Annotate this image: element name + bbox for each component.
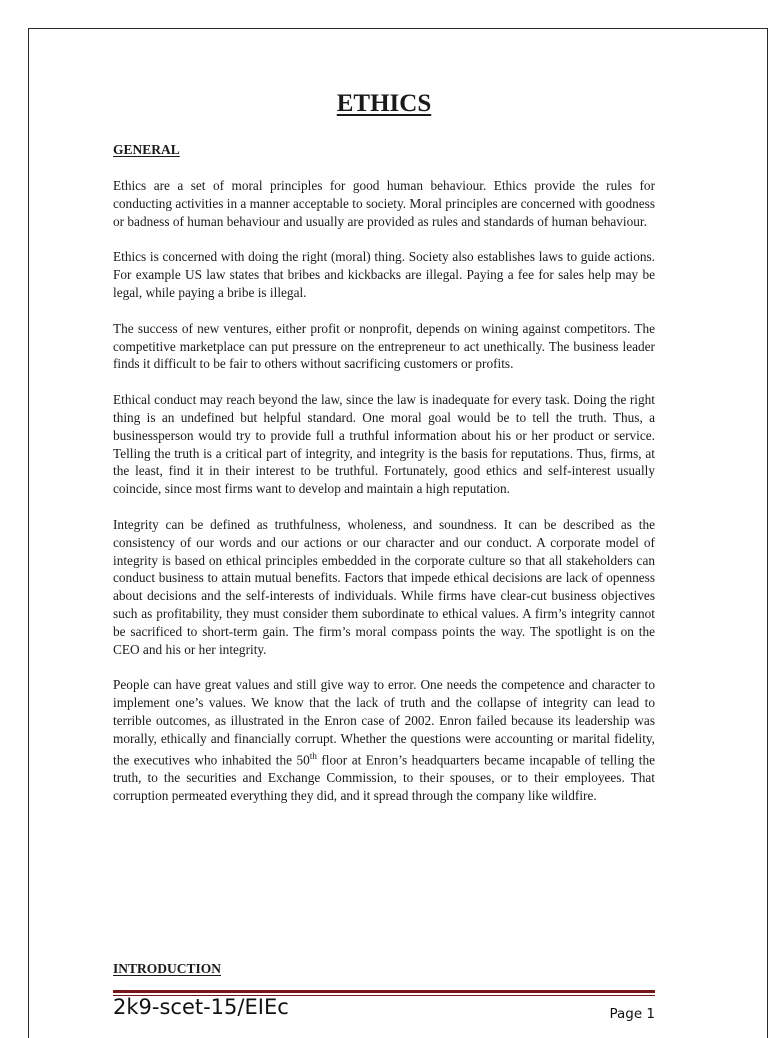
section-heading-introduction: INTRODUCTION bbox=[113, 961, 222, 976]
document-title: ETHICS bbox=[336, 90, 432, 117]
footer-rule-thick bbox=[113, 990, 655, 993]
paragraph-6-part-2: floor at Enron’s headquarters became incapable of telling the truth, to the securities and Exchange Commission, to their spouses, or to their employees. That corruption permeated everything they did, and it spread through the company like wildfire. bbox=[113, 751, 655, 803]
paragraph-2: Ethics is concerned with doing the right (moral) thing. Society also establishes laws to guide actions. For example US law states that bribes and kickbacks are illegal. Paying a fee for sales help may be legal, while paying a bribe is illegal. bbox=[113, 249, 655, 300]
document-body bbox=[113, 177, 655, 822]
ordinal-superscript: th bbox=[309, 750, 317, 761]
paragraph-5: Integrity can be defined as truthfulness, wholeness, and soundness. It can be described as the consistency of our words and our actions or our character and our conduct. A corporate model of integrity is based on ethical principles embedded in the corporate culture so that all stakeholders can conduct business to attain mutual benefits. Factors that impede ethical decisions are lack of openness about decisions and the self-interests of individuals. While firms have clear-cut business objectives such as profitability, they must consider them subordinate to ethical values. A firm’s integrity cannot be sacrificed to short-term gain. The firm’s moral compass points the way. The spotlight is on the CEO and his or her integrity. bbox=[113, 516, 655, 657]
footer-page-number: Page 1 bbox=[609, 1006, 655, 1022]
section-heading-general: GENERAL bbox=[113, 142, 180, 157]
paragraph-6-part-1: People can have great values and still give way to error. One needs the competence and character to implement one’s values. We know that the lack of truth and the collapse of integrity can lead to terrible outcomes, as illustrated in the Enron case of 2002. Enron failed because its leadership was morally, ethically and financially corrupt. Whether the questions were accounting or marital fidelity, the executives who inhabited the 50 bbox=[113, 677, 655, 767]
paragraph-6 bbox=[113, 676, 655, 804]
footer-document-code: 2k9-scet-15/EIEc bbox=[113, 995, 289, 1019]
paragraph-1: Ethics are a set of moral principles for good human behaviour. Ethics provide the rules for conducting activities in a manner acceptable to society. Moral principles are concerned with goodness or badness of human behaviour and usually are provided as rules and standards of human behaviour. bbox=[113, 178, 655, 229]
paragraph-4: Ethical conduct may reach beyond the law, since the law is inadequate for every task. Doing the right thing is an undefined but helpful standard. One moral goal would be to tell the truth. Thus, a businessperson would try to provide full a truthful information about his or her product or service. Telling the truth is a critical part of integrity, and integrity is the basis for reputations. Thus, firms, at the least, find it in their interest to be truthful. Fortunately, good ethics and self-interest usually coincide, since most firms want to develop and maintain a high reputation. bbox=[113, 392, 655, 497]
paragraph-3: The success of new ventures, either profit or nonprofit, depends on wining against competitors. The competitive marketplace can put pressure on the entrepreneur to act unethically. The business leader finds it difficult to be fair to others without sacrificing customers or profits. bbox=[113, 320, 655, 372]
